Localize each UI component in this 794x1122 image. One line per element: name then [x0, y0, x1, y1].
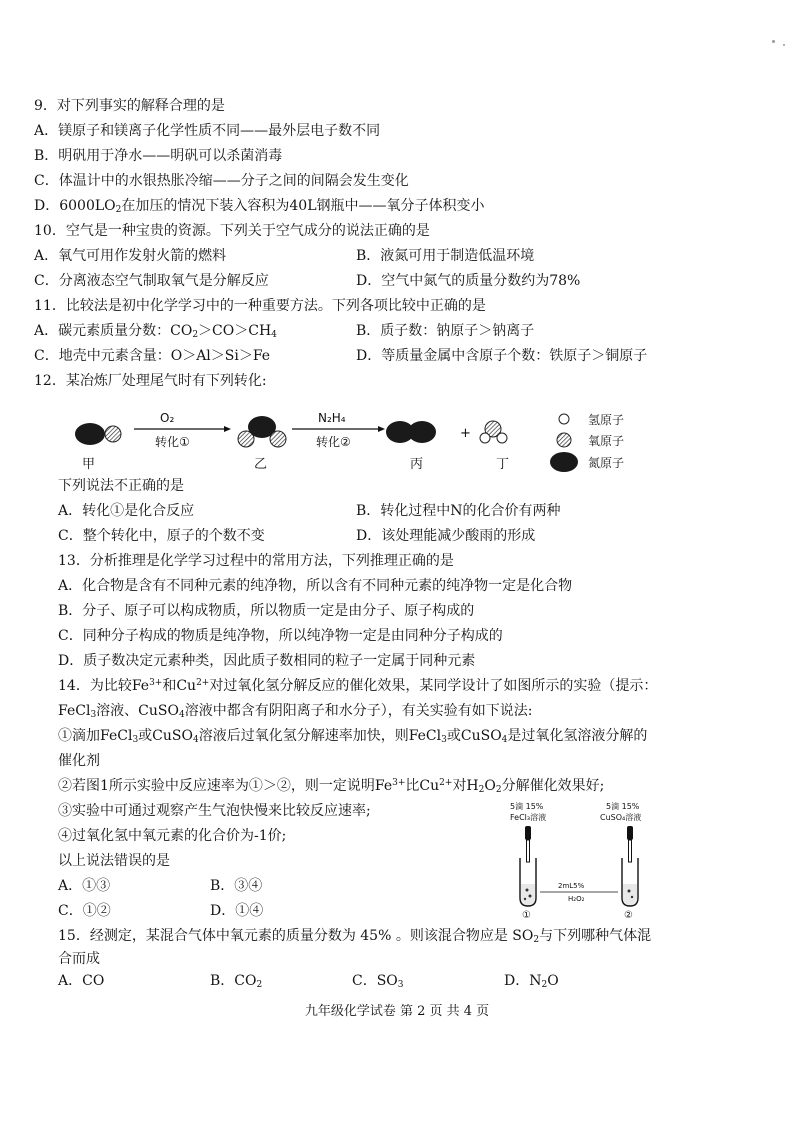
q14-option-d: D．①④ — [210, 903, 264, 919]
dropper-left — [525, 826, 531, 862]
q14-stem-line-1: 14．为比较$Fe^{3+}$和$Cu^{2+}$对过氧化氢分解反应的催化效果，某同学设计了如图所示的实验（提示： — [58, 678, 658, 694]
q9-option-d: D．$6000LO_2$在加压的情况下装入容积为40L钢瓶中——氧分子体积变小 — [34, 198, 485, 215]
molecule-bing — [386, 421, 436, 443]
scan-speck — [783, 44, 785, 46]
q13-stem: 13．分析推理是化学学习过程中的常用方法，下列推理正确的是 — [58, 553, 454, 569]
label-yi: 乙 — [254, 457, 268, 472]
q11-option-c: C．地壳中元素含量：O＞Al＞Si＞Fe — [34, 348, 271, 364]
q12-option-b: B．转化过程中N的化合价有两种 — [356, 503, 561, 519]
label-jia: 甲 — [82, 457, 96, 472]
q10-option-b: B．液氮可用于制造低温环境 — [356, 248, 535, 264]
arrow-conversion-2 — [292, 426, 385, 432]
molecule-jia — [75, 423, 121, 445]
q13-option-b: B．分子、原子可以构成物质，所以物质一定是由分子、原子构成的 — [58, 603, 475, 619]
q15-stem-line-1: 15．经测定，某混合气体中氧元素的质量分数为 45% 。则该混合物应是 $SO_2$与下列哪种气体混 — [58, 928, 652, 945]
label-conversion-2: 转化② — [316, 435, 351, 449]
q14-stem-line-2: FeCl$_3$溶液、CuSO$_4$溶液中都含有阴阳离子和水分子），有关实验有如下说法: — [58, 703, 533, 720]
q10-option-d: D．空气中氮气的质量分数约为78% — [356, 273, 581, 289]
q15-option-c: C．$SO_3$ — [352, 973, 404, 990]
q14-statement-4: ④过氧化氢中氧元素的化合价为-1价; — [58, 828, 287, 844]
fecl3-solution-label: FeCl₃溶液 — [510, 813, 547, 822]
q11-stem: 11．比较法是初中化学学习中的一种重要方法。下列各项比较中正确的是 — [34, 298, 486, 314]
q12-option-a: A．转化①是化合反应 — [58, 503, 195, 519]
q9-stem: 9．对下列事实的解释合理的是 — [34, 98, 225, 114]
experiment-figure — [506, 800, 656, 920]
tube-label-2: ② — [624, 910, 633, 920]
q14-statement-1: ①滴加FeCl$_3$或CuSO$_4$溶液后过氧化氢分解速率加快，则FeCl$_3$或CuSO$_4$是过氧化氢溶液分解的 — [58, 728, 648, 745]
cuso4-solution-label: CuSO₄溶液 — [600, 813, 642, 822]
plus-sign: + — [460, 426, 471, 441]
q11-option-d: D．等质量金属中含原子个数：铁原子＞铜原子 — [356, 348, 648, 364]
reagent-n2h4: N₂H₄ — [318, 411, 346, 425]
tube-label-1: ① — [522, 910, 531, 920]
q11-option-a: A．碳元素质量分数：$CO_2>CO>CH_4$ — [34, 323, 277, 340]
molecule-ding — [480, 421, 507, 443]
legend-nitrogen: 氮原子 — [588, 456, 625, 470]
test-tube-left — [520, 858, 536, 906]
q11-option-b: B．质子数：钠原子＞钠离子 — [356, 323, 535, 339]
scan-speck — [772, 40, 775, 43]
reagent-o2: O₂ — [160, 411, 175, 425]
q15-option-a: A．CO — [58, 973, 105, 989]
q14-question: 以上说法错误的是 — [58, 853, 170, 869]
h2o2-volume-label: 2mL5% — [558, 882, 585, 890]
arrow-conversion-1 — [134, 426, 231, 432]
q14-option-b: B．③④ — [210, 878, 263, 894]
q13-option-c: C．同种分子构成的物质是纯净物，所以纯净物一定是由同种分子构成的 — [58, 628, 503, 644]
q12-option-c: C．整个转化中，原子的个数不变 — [58, 528, 265, 544]
q13-option-a: A．化合物是含有不同种元素的纯净物，所以含有不同种元素的纯净物一定是化合物 — [58, 578, 573, 594]
q12-option-d: D．该处理能减少酸雨的形成 — [356, 528, 536, 544]
q14-statement-1-cont: 催化剂 — [58, 753, 100, 769]
legend — [550, 413, 624, 472]
q12-sub-stem: 下列说法不正确的是 — [58, 478, 184, 494]
cuso4-drops-label: 5滴 15% — [606, 802, 640, 811]
q15-stem-line-2: 合而成 — [58, 951, 100, 967]
legend-oxygen: 氧原子 — [588, 434, 625, 448]
q14-statement-3: ③实验中可通过观察产生气泡快慢来比较反应速率; — [58, 803, 371, 819]
q14-statement-2: ②若图1所示实验中反应速率为①＞②，则一定说明$Fe^{3+}$比$Cu^{2+}$对$H_2O_2$分解催化效果好; — [58, 778, 605, 795]
q14-option-c: C．①② — [58, 903, 111, 919]
q13-option-d: D．质子数决定元素种类，因此质子数相同的粒子一定属于同种元素 — [58, 653, 476, 669]
molecule-yi — [238, 416, 286, 447]
q10-option-c: C．分离液态空气制取氧气是分解反应 — [34, 273, 269, 289]
q15-option-b: B．$CO_2$ — [210, 973, 263, 990]
q10-stem: 10．空气是一种宝贵的资源。下列关于空气成分的说法正确的是 — [34, 223, 430, 239]
label-bing: 丙 — [410, 457, 424, 472]
q9-option-c: C．体温计中的水银热胀冷缩——分子之间的间隔会发生变化 — [34, 173, 409, 189]
q9-option-a: A．镁原子和镁离子化学性质不同——最外层电子数不同 — [34, 123, 381, 139]
test-tube-right — [622, 858, 638, 906]
label-ding: 丁 — [496, 457, 510, 472]
label-conversion-1: 转化① — [155, 435, 190, 449]
legend-hydrogen: 氢原子 — [588, 413, 625, 427]
q15-option-d: D．$N_2O$ — [504, 973, 559, 990]
page-footer: 九年级化学试卷 第 2 页 共 4 页 — [304, 1004, 490, 1019]
q14-option-a: A．①③ — [58, 878, 111, 894]
q10-option-a: A．氧气可用作发射火箭的燃料 — [34, 248, 227, 264]
fecl3-drops-label: 5滴 15% — [510, 802, 544, 811]
h2o2-formula-label: H₂O₂ — [568, 895, 585, 903]
dropper-right — [627, 826, 633, 862]
q9-option-b: B．明矾用于净水——明矾可以杀菌消毒 — [34, 148, 283, 164]
q12-stem: 12．某冶炼厂处理尾气时有下列转化: — [34, 373, 267, 389]
